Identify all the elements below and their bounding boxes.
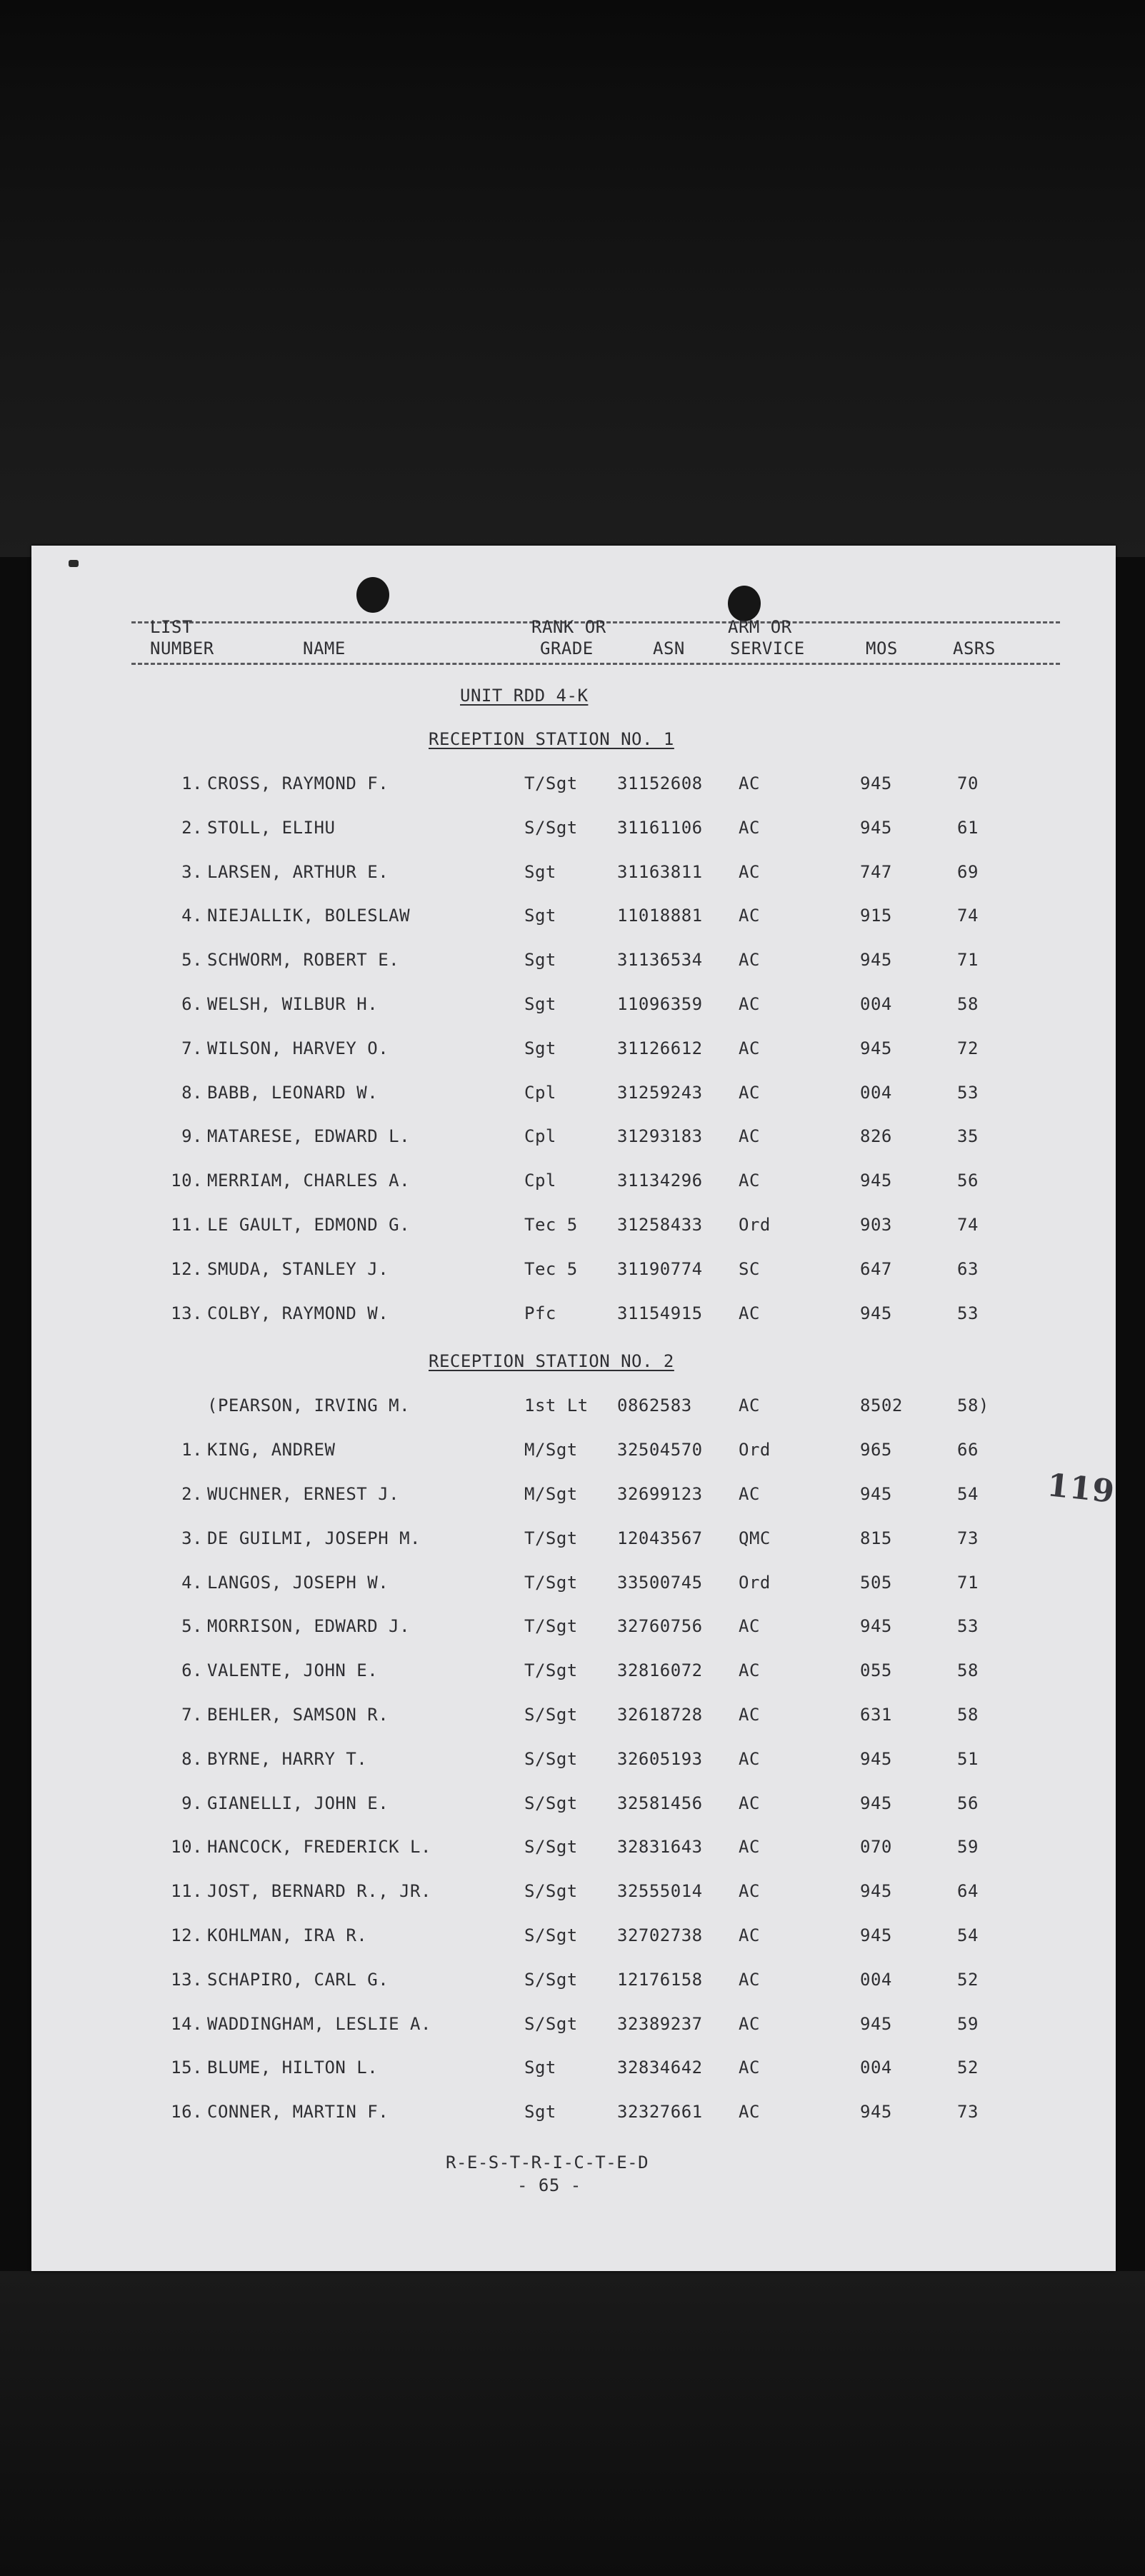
list-number: 9. — [181, 1126, 203, 1146]
mos-cell: 070 — [860, 1837, 892, 1857]
arm-cell: AC — [739, 1881, 760, 1901]
grade-cell: Cpl — [524, 1126, 556, 1146]
arm-cell: AC — [739, 1083, 760, 1103]
arm-cell: AC — [739, 906, 760, 926]
asrs-cell: 72 — [957, 1038, 979, 1058]
arm-cell: AC — [739, 1660, 760, 1680]
arm-cell: AC — [739, 1749, 760, 1769]
grade-cell: S/Sgt — [524, 1749, 578, 1769]
arm-cell: AC — [739, 1837, 760, 1857]
arm-cell: AC — [739, 2058, 760, 2078]
name-cell: CONNER, MARTIN F. — [207, 2102, 389, 2122]
list-number: 6. — [181, 1660, 203, 1680]
mos-cell: 915 — [860, 906, 892, 926]
asrs-cell: 59 — [957, 2014, 979, 2034]
asrs-cell: 56 — [957, 1793, 979, 1813]
page-number: - 65 - — [517, 2175, 581, 2195]
name-cell: BLUME, HILTON L. — [207, 2058, 379, 2078]
asn-cell: 32555014 — [617, 1881, 703, 1901]
mos-cell: 631 — [860, 1705, 892, 1725]
asn-cell: 31293183 — [617, 1126, 703, 1146]
grade-cell: S/Sgt — [524, 818, 578, 838]
asrs-cell: 56 — [957, 1171, 979, 1191]
arm-cell: AC — [739, 1126, 760, 1146]
grade-cell: Sgt — [524, 862, 556, 882]
asn-cell: 11018881 — [617, 906, 703, 926]
mos-cell: 945 — [860, 1484, 892, 1504]
asn-cell: 31258433 — [617, 1215, 703, 1235]
asrs-cell: 54 — [957, 1925, 979, 1945]
mos-cell: 826 — [860, 1126, 892, 1146]
arm-cell: AC — [739, 1925, 760, 1945]
asn-cell: 31152608 — [617, 773, 703, 793]
asrs-cell: 52 — [957, 1970, 979, 1990]
header-asn: ASN — [653, 638, 685, 658]
asn-cell: 32618728 — [617, 1705, 703, 1725]
grade-cell: Sgt — [524, 1038, 556, 1058]
list-number: 12. — [171, 1925, 203, 1945]
asn-cell: 12176158 — [617, 1970, 703, 1990]
list-number: 14. — [171, 2014, 203, 2034]
arm-cell: AC — [739, 1793, 760, 1813]
list-number: 5. — [181, 950, 203, 970]
asrs-cell: 73 — [957, 2102, 979, 2122]
arm-cell: Ord — [739, 1215, 771, 1235]
asrs-cell: 58 — [957, 1660, 979, 1680]
mos-cell: 945 — [860, 2102, 892, 2122]
classification-footer: R-E-S-T-R-I-C-T-E-D — [446, 2152, 649, 2172]
mos-cell: 945 — [860, 818, 892, 838]
asn-cell: 32389237 — [617, 2014, 703, 2034]
mos-cell: 945 — [860, 1303, 892, 1323]
arm-cell: AC — [739, 862, 760, 882]
arm-cell: AC — [739, 1171, 760, 1191]
list-number: 11. — [171, 1881, 203, 1901]
arm-cell: AC — [739, 1303, 760, 1323]
name-cell: DE GUILMI, JOSEPH M. — [207, 1528, 421, 1548]
list-number: 1. — [181, 1440, 203, 1460]
asn-cell: 31154915 — [617, 1303, 703, 1323]
list-number: 4. — [181, 1573, 203, 1593]
mos-cell: 945 — [860, 1616, 892, 1636]
mos-cell: 8502 — [860, 1395, 903, 1415]
grade-cell: S/Sgt — [524, 1970, 578, 1990]
arm-cell: AC — [739, 818, 760, 838]
list-number: 4. — [181, 906, 203, 926]
asn-cell: 32699123 — [617, 1484, 703, 1504]
section-title: RECEPTION STATION NO. 2 — [429, 1351, 674, 1372]
arm-cell: AC — [739, 2014, 760, 2034]
header-arm-1: ARM OR — [728, 617, 792, 637]
arm-cell: SC — [739, 1259, 760, 1279]
name-cell: CROSS, RAYMOND F. — [207, 773, 389, 793]
arm-cell: AC — [739, 1038, 760, 1058]
list-number: 11. — [171, 1215, 203, 1235]
arm-cell: AC — [739, 773, 760, 793]
grade-cell: Pfc — [524, 1303, 556, 1323]
grade-cell: Tec 5 — [524, 1215, 578, 1235]
asrs-cell: 54 — [957, 1484, 979, 1504]
mos-cell: 747 — [860, 862, 892, 882]
list-number: 12. — [171, 1259, 203, 1279]
grade-cell: Tec 5 — [524, 1259, 578, 1279]
asn-cell: 32504570 — [617, 1440, 703, 1460]
punch-hole-right — [728, 586, 761, 621]
grade-cell: M/Sgt — [524, 1440, 578, 1460]
asn-cell: 32702738 — [617, 1925, 703, 1945]
header-mos: MOS — [866, 638, 898, 658]
document-page — [31, 546, 1116, 2271]
name-cell: LE GAULT, EDMOND G. — [207, 1215, 411, 1235]
list-number: 15. — [171, 2058, 203, 2078]
asn-cell: 32831643 — [617, 1837, 703, 1857]
name-cell: KOHLMAN, IRA R. — [207, 1925, 368, 1945]
header-asrs: ASRS — [953, 638, 996, 658]
name-cell: GIANELLI, JOHN E. — [207, 1793, 389, 1813]
asn-cell: 11096359 — [617, 994, 703, 1014]
list-number: 13. — [171, 1303, 203, 1323]
asrs-cell: 58) — [957, 1395, 989, 1415]
mos-cell: 945 — [860, 1881, 892, 1901]
asrs-cell: 74 — [957, 1215, 979, 1235]
asrs-cell: 71 — [957, 950, 979, 970]
list-number: 13. — [171, 1970, 203, 1990]
asn-cell: 0862583 — [617, 1395, 692, 1415]
grade-cell: S/Sgt — [524, 1881, 578, 1901]
film-background-top — [0, 0, 1145, 557]
name-cell: WILSON, HARVEY O. — [207, 1038, 389, 1058]
scan-mark — [69, 560, 79, 567]
list-number: 8. — [181, 1083, 203, 1103]
header-rank-2: GRADE — [540, 638, 594, 658]
asrs-cell: 35 — [957, 1126, 979, 1146]
mos-cell: 945 — [860, 1749, 892, 1769]
name-cell: VALENTE, JOHN E. — [207, 1660, 379, 1680]
section-title: RECEPTION STATION NO. 1 — [429, 729, 674, 749]
asn-cell: 32760756 — [617, 1616, 703, 1636]
mos-cell: 945 — [860, 1793, 892, 1813]
name-cell: WELSH, WILBUR H. — [207, 994, 379, 1014]
list-number: 2. — [181, 818, 203, 838]
asrs-cell: 64 — [957, 1881, 979, 1901]
mos-cell: 945 — [860, 1925, 892, 1945]
grade-cell: Cpl — [524, 1083, 556, 1103]
asn-cell: 31163811 — [617, 862, 703, 882]
grade-cell: S/Sgt — [524, 2014, 578, 2034]
name-cell: SMUDA, STANLEY J. — [207, 1259, 389, 1279]
unit-title: UNIT RDD 4-K — [460, 686, 589, 706]
grade-cell: Sgt — [524, 994, 556, 1014]
asrs-cell: 52 — [957, 2058, 979, 2078]
mos-cell: 903 — [860, 1215, 892, 1235]
list-number: 9. — [181, 1793, 203, 1813]
grade-cell: S/Sgt — [524, 1793, 578, 1813]
handwritten-page-stamp: 119 — [1045, 1467, 1117, 1510]
name-cell: BYRNE, HARRY T. — [207, 1749, 368, 1769]
arm-cell: AC — [739, 1705, 760, 1725]
arm-cell: Ord — [739, 1573, 771, 1593]
asn-cell: 32581456 — [617, 1793, 703, 1813]
list-number: 3. — [181, 862, 203, 882]
header-list-number-2: NUMBER — [150, 638, 214, 658]
list-number: 7. — [181, 1705, 203, 1725]
asrs-cell: 73 — [957, 1528, 979, 1548]
grade-cell: T/Sgt — [524, 1616, 578, 1636]
asn-cell: 33500745 — [617, 1573, 703, 1593]
mos-cell: 945 — [860, 2014, 892, 2034]
name-cell: SCHAPIRO, CARL G. — [207, 1970, 389, 1990]
grade-cell: S/Sgt — [524, 1837, 578, 1857]
name-cell: COLBY, RAYMOND W. — [207, 1303, 389, 1323]
asrs-cell: 74 — [957, 906, 979, 926]
mos-cell: 004 — [860, 1970, 892, 1990]
grade-cell: 1st Lt — [524, 1395, 589, 1415]
arm-cell: Ord — [739, 1440, 771, 1460]
name-cell: MORRISON, EDWARD J. — [207, 1616, 411, 1636]
asrs-cell: 53 — [957, 1616, 979, 1636]
name-cell: (PEARSON, IRVING M. — [207, 1395, 411, 1415]
asrs-cell: 53 — [957, 1083, 979, 1103]
asrs-cell: 63 — [957, 1259, 979, 1279]
asn-cell: 32327661 — [617, 2102, 703, 2122]
asrs-cell: 66 — [957, 1440, 979, 1460]
mos-cell: 004 — [860, 994, 892, 1014]
name-cell: JOST, BERNARD R., JR. — [207, 1881, 431, 1901]
arm-cell: AC — [739, 1616, 760, 1636]
asn-cell: 31134296 — [617, 1171, 703, 1191]
asrs-cell: 71 — [957, 1573, 979, 1593]
name-cell: BEHLER, SAMSON R. — [207, 1705, 389, 1725]
arm-cell: AC — [739, 1395, 760, 1415]
asrs-cell: 69 — [957, 862, 979, 882]
name-cell: WUCHNER, ERNEST J. — [207, 1484, 400, 1504]
name-cell: HANCOCK, FREDERICK L. — [207, 1837, 431, 1857]
header-arm-2: SERVICE — [730, 638, 805, 658]
grade-cell: M/Sgt — [524, 1484, 578, 1504]
asn-cell: 12043567 — [617, 1528, 703, 1548]
list-number: 10. — [171, 1837, 203, 1857]
grade-cell: T/Sgt — [524, 773, 578, 793]
list-number: 7. — [181, 1038, 203, 1058]
name-cell: BABB, LEONARD W. — [207, 1083, 379, 1103]
list-number: 16. — [171, 2102, 203, 2122]
arm-cell: AC — [739, 1484, 760, 1504]
list-number: 6. — [181, 994, 203, 1014]
name-cell: LANGOS, JOSEPH W. — [207, 1573, 389, 1593]
name-cell: MERRIAM, CHARLES A. — [207, 1171, 411, 1191]
asrs-cell: 58 — [957, 994, 979, 1014]
asn-cell: 32834642 — [617, 2058, 703, 2078]
grade-cell: T/Sgt — [524, 1528, 578, 1548]
list-number: 10. — [171, 1171, 203, 1191]
name-cell: NIEJALLIK, BOLESLAW — [207, 906, 411, 926]
name-cell: STOLL, ELIHU — [207, 818, 336, 838]
mos-cell: 004 — [860, 1083, 892, 1103]
list-number: 5. — [181, 1616, 203, 1636]
grade-cell: T/Sgt — [524, 1660, 578, 1680]
arm-cell: AC — [739, 950, 760, 970]
asn-cell: 32816072 — [617, 1660, 703, 1680]
asrs-cell: 59 — [957, 1837, 979, 1857]
mos-cell: 004 — [860, 2058, 892, 2078]
asn-cell: 31126612 — [617, 1038, 703, 1058]
asn-cell: 31161106 — [617, 818, 703, 838]
list-number: 2. — [181, 1484, 203, 1504]
mos-cell: 965 — [860, 1440, 892, 1460]
asrs-cell: 70 — [957, 773, 979, 793]
mos-cell: 945 — [860, 773, 892, 793]
asn-cell: 31259243 — [617, 1083, 703, 1103]
header-rank-1: RANK OR — [531, 617, 606, 637]
arm-cell: AC — [739, 2102, 760, 2122]
asrs-cell: 61 — [957, 818, 979, 838]
grade-cell: T/Sgt — [524, 1573, 578, 1593]
asn-cell: 31136534 — [617, 950, 703, 970]
mos-cell: 945 — [860, 1038, 892, 1058]
arm-cell: AC — [739, 994, 760, 1014]
mos-cell: 647 — [860, 1259, 892, 1279]
mos-cell: 055 — [860, 1660, 892, 1680]
grade-cell: S/Sgt — [524, 1705, 578, 1725]
list-number: 1. — [181, 773, 203, 793]
name-cell: MATARESE, EDWARD L. — [207, 1126, 411, 1146]
arm-cell: QMC — [739, 1528, 771, 1548]
asrs-cell: 58 — [957, 1705, 979, 1725]
name-cell: WADDINGHAM, LESLIE A. — [207, 2014, 431, 2034]
name-cell: KING, ANDREW — [207, 1440, 336, 1460]
film-background-bottom — [0, 2271, 1145, 2576]
header-dash-bottom — [131, 663, 1060, 665]
grade-cell: S/Sgt — [524, 1925, 578, 1945]
mos-cell: 945 — [860, 950, 892, 970]
name-cell: SCHWORM, ROBERT E. — [207, 950, 400, 970]
list-number: 8. — [181, 1749, 203, 1769]
grade-cell: Sgt — [524, 2058, 556, 2078]
grade-cell: Sgt — [524, 2102, 556, 2122]
mos-cell: 945 — [860, 1171, 892, 1191]
grade-cell: Sgt — [524, 950, 556, 970]
arm-cell: AC — [739, 1970, 760, 1990]
asrs-cell: 51 — [957, 1749, 979, 1769]
punch-hole-left — [356, 577, 389, 613]
header-list-number-1: LIST — [150, 617, 193, 637]
asn-cell: 32605193 — [617, 1749, 703, 1769]
asn-cell: 31190774 — [617, 1259, 703, 1279]
name-cell: LARSEN, ARTHUR E. — [207, 862, 389, 882]
mos-cell: 815 — [860, 1528, 892, 1548]
grade-cell: Cpl — [524, 1171, 556, 1191]
header-name: NAME — [303, 638, 346, 658]
list-number: 3. — [181, 1528, 203, 1548]
grade-cell: Sgt — [524, 906, 556, 926]
asrs-cell: 53 — [957, 1303, 979, 1323]
mos-cell: 505 — [860, 1573, 892, 1593]
